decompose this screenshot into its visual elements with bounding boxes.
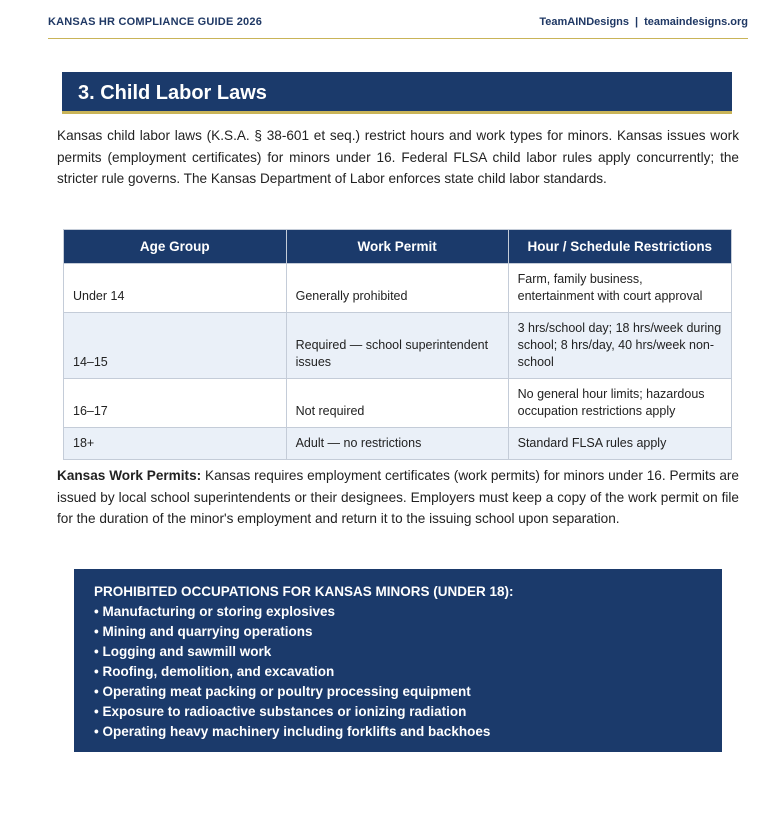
- cell-hours: 3 hrs/school day; 18 hrs/week during school; 8 hrs/day, 40 hrs/week non-school: [508, 313, 731, 379]
- work-permits-paragraph: [57, 465, 739, 530]
- guide-title: KANSAS HR COMPLIANCE GUIDE 2026: [48, 16, 263, 28]
- cell-permit: Adult — no restrictions: [286, 428, 508, 460]
- header-hour-restrictions: Hour / Schedule Restrictions: [508, 230, 731, 264]
- child-labor-table: [63, 229, 732, 460]
- cell-hours: Farm, family business, entertainment with court approval: [508, 264, 731, 313]
- intro-paragraph: Kansas child labor laws (K.S.A. § 38-601 et seq.) restrict hours and work types for minors. Kansas issues work permits (employment certificates) for minors under 16. Federal FLSA child labor rules apply concurrently; the stricter rule governs. The Kansas Department of Labor enforces state child labor standards.: [57, 128, 739, 186]
- cell-age: Under 14: [64, 264, 287, 313]
- table-row: [64, 313, 732, 379]
- list-item: • Exposure to radioactive substances or ionizing radiation: [94, 702, 702, 722]
- header-brand-block: [539, 16, 748, 28]
- list-item: • Logging and sawmill work: [94, 642, 702, 662]
- table-row: [64, 379, 732, 428]
- header-age-group: Age Group: [64, 230, 287, 264]
- cell-hours: No general hour limits; hazardous occupation restrictions apply: [508, 379, 731, 428]
- callout-title: PROHIBITED OCCUPATIONS FOR KANSAS MINORS (UNDER 18):: [94, 584, 514, 599]
- table-row: [64, 428, 732, 460]
- prohibited-occupations-callout: [74, 569, 722, 752]
- brand-name: TeamAINDesigns: [539, 16, 629, 28]
- cell-age: 18+: [64, 428, 287, 460]
- table-header-row: [64, 230, 732, 264]
- list-item: • Operating heavy machinery including forklifts and backhoes: [94, 722, 702, 742]
- cell-permit: Generally prohibited: [286, 264, 508, 313]
- section-title: 3. Child Labor Laws: [62, 72, 732, 114]
- cell-age: 16–17: [64, 379, 287, 428]
- list-item: • Manufacturing or storing explosives: [94, 602, 702, 622]
- site-link[interactable]: teamaindesigns.org: [644, 16, 748, 28]
- list-item: • Operating meat packing or poultry processing equipment: [94, 682, 702, 702]
- work-permits-label: Kansas Work Permits:: [57, 468, 202, 483]
- list-item: • Mining and quarrying operations: [94, 622, 702, 642]
- prohibited-occupations-list: [94, 602, 702, 742]
- cell-permit: Required — school superintendent issues: [286, 313, 508, 379]
- cell-hours: Standard FLSA rules apply: [508, 428, 731, 460]
- list-item: • Roofing, demolition, and excavation: [94, 662, 702, 682]
- table-row: [64, 264, 732, 313]
- cell-age: 14–15: [64, 313, 287, 379]
- cell-permit: Not required: [286, 379, 508, 428]
- header-work-permit: Work Permit: [286, 230, 508, 264]
- header-separator: |: [635, 16, 639, 28]
- page-header: [48, 16, 748, 39]
- work-permits-text: Kansas requires employment certificates (work permits) for minors under 16. Permits are issued by local school superintendents or their designees. Employers must keep a copy of the work permit on file for the duration of the minor's employment and return it to the issuing school upon separation.: [57, 468, 739, 526]
